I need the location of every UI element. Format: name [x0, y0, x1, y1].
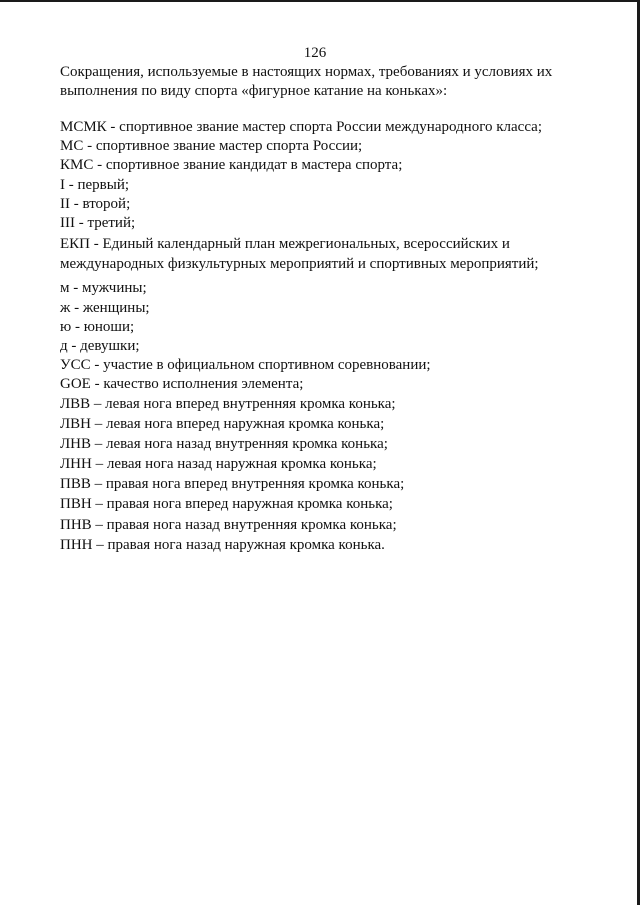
- intro-line-2: выполнения по виду спорта «фигурное катание на коньках»:: [60, 83, 448, 99]
- abbrev-women: ж - женщины;: [60, 300, 150, 316]
- abbrev-mc: МС - спортивное звание мастер спорта России;: [60, 138, 363, 154]
- abbrev-juniors-girls: д - девушки;: [60, 338, 140, 354]
- abbrev-lnn: ЛНН – левая нога назад наружная кромка конька;: [60, 456, 377, 472]
- abbrev-kmc: КМС - спортивное звание кандидат в мастера спорта;: [60, 157, 403, 173]
- scan-top-border: [0, 0, 640, 2]
- abbrev-pnv: ПНВ – правая нога назад внутренняя кромка конька;: [60, 517, 397, 533]
- abbrev-ucc: УСС - участие в официальном спортивном соревновании;: [60, 357, 431, 373]
- abbrev-goe: GOE - качество исполнения элемента;: [60, 376, 304, 392]
- abbrev-pvv: ПВВ – правая нога вперед внутренняя кромка конька;: [60, 476, 405, 492]
- abbrev-lnv: ЛНВ – левая нога назад внутренняя кромка конька;: [60, 436, 388, 452]
- abbrev-pvn: ПВН – правая нога вперед наружная кромка конька;: [60, 496, 393, 512]
- abbrev-third: III - третий;: [60, 215, 136, 231]
- abbrev-first: I - первый;: [60, 177, 130, 193]
- abbrev-ekp-line-1: ЕКП - Единый календарный план межрегиональных, всероссийских и: [60, 236, 510, 252]
- abbrev-ekp-line-2: международных физкультурных мероприятий и спортивных мероприятий;: [60, 256, 539, 272]
- abbrev-men: м - мужчины;: [60, 280, 147, 296]
- page-number: 126: [303, 45, 327, 61]
- abbrev-second: II - второй;: [60, 196, 131, 212]
- abbrev-pnn: ПНН – правая нога назад наружная кромка конька.: [60, 537, 385, 553]
- abbrev-mcmk: МСМК - спортивное звание мастер спорта России международного класса;: [60, 119, 542, 135]
- abbrev-lvv: ЛВВ – левая нога вперед внутренняя кромка конька;: [60, 396, 396, 412]
- abbrev-juniors-boys: ю - юноши;: [60, 319, 135, 335]
- abbrev-lvn: ЛВН – левая нога вперед наружная кромка конька;: [60, 416, 385, 432]
- intro-line-1: Сокращения, используемые в настоящих нормах, требованиях и условиях их: [60, 64, 553, 80]
